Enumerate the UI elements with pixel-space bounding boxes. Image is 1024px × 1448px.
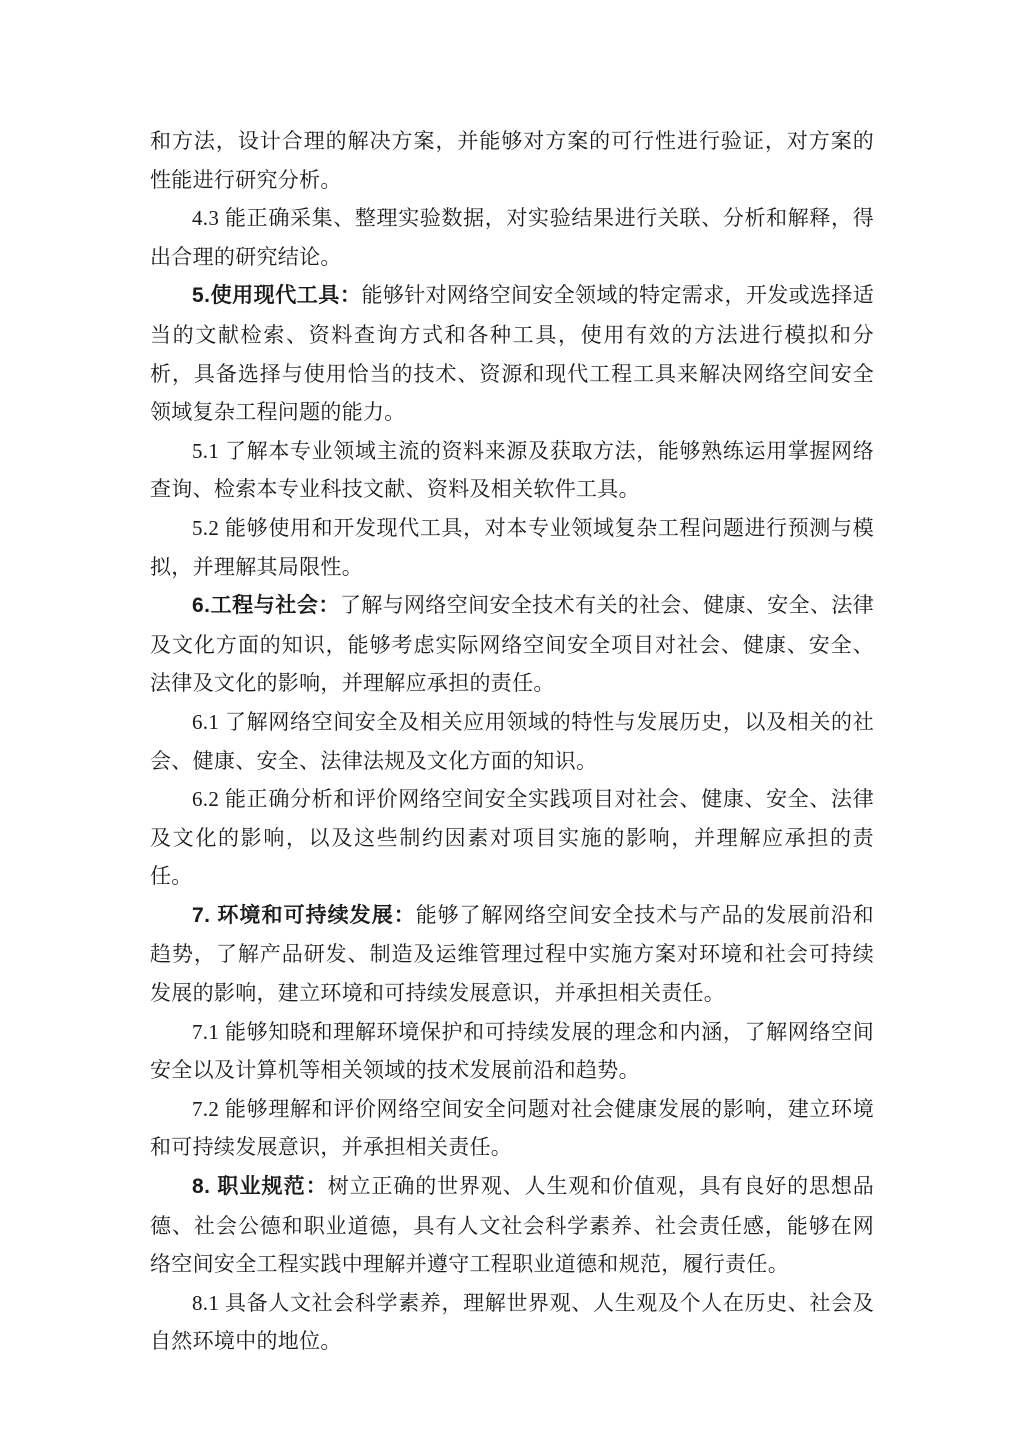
text-run: 了解与网络空间安全技术有关的社会、健康、安全、法律及文化方面的知识，能够考虑实际网络空间安全项目对社会、健康、安全、法律及文化的影响，并理解应承担的责任。 xyxy=(150,593,875,696)
text-run: 6.2 能正确分析和评价网络空间安全实践项目对社会、健康、安全、法律及文化的影响，以及这些制约因素对项目实施的影响，并理解应承担的责任。 xyxy=(150,787,874,889)
paragraph xyxy=(150,896,874,1013)
text-run: 5.2 能够使用和开发现代工具，对本专业领域复杂工程问题进行预测与模拟，并理解其局限性。 xyxy=(150,515,874,579)
paragraph xyxy=(150,122,874,199)
text-run: 7.1 能够知晓和理解环境保护和可持续发展的理念和内涵，了解网络空间安全以及计算机等相关领域的技术发展前沿和趋势。 xyxy=(150,1019,874,1083)
text-run: 4.3 能正确采集、整理实验数据，对实验结果进行关联、分析和解释，得出合理的研究结论。 xyxy=(150,206,874,269)
text-run: 8.1 具备人文社会科学素养，理解世界观、人生观及个人在历史、社会及自然环境中的地位。 xyxy=(150,1290,874,1354)
paragraph xyxy=(150,1090,874,1167)
section-heading-run: 7. 环境和可持续发展： xyxy=(192,903,416,927)
paragraph xyxy=(150,1013,874,1090)
paragraph xyxy=(150,1284,874,1361)
paragraph xyxy=(150,703,874,780)
paragraph xyxy=(150,432,874,509)
section-heading-run: 5.使用现代工具： xyxy=(192,284,362,308)
text-run: 能够了解网络空间安全技术与产品的发展前沿和趋势，了解产品研发、制造及运维管理过程中实施方案对环境和社会可持续发展的影响，建立环境和可持续发展意识，并承担相关责任。 xyxy=(150,902,874,1006)
document-body xyxy=(150,122,874,1361)
text-run: 5.1 了解本专业领域主流的资料来源及获取方法，能够熟练运用掌握网络查询、检索本专业科技文献、资料及相关软件工具。 xyxy=(150,438,874,502)
text-run: 能够针对网络空间安全领域的特定需求，开发或选择适当的文献检索、资料查询方式和各种工具，使用有效的方法进行模拟和分析，具备选择与使用恰当的技术、资源和现代工程工具来解决网络空间安全领域复杂工程问题的能力。 xyxy=(150,283,875,425)
paragraph xyxy=(150,586,874,703)
paragraph xyxy=(150,1167,874,1284)
paragraph xyxy=(150,199,874,276)
paragraph xyxy=(150,509,874,586)
text-run: 树立正确的世界观、人生观和价值观，具有良好的思想品德、社会公德和职业道德，具有人文社会科学素养、社会责任感，能够在网络空间安全工程实践中理解并遵守工程职业道德和规范，履行责任。 xyxy=(150,1174,874,1277)
text-run: 和方法，设计合理的解决方案，并能够对方案的可行性进行验证，对方案的性能进行研究分析。 xyxy=(150,129,874,192)
paragraph xyxy=(150,780,874,896)
section-heading-run: 8. 职业规范： xyxy=(192,1175,328,1199)
paragraph xyxy=(150,276,874,431)
text-run: 7.2 能够理解和评价网络空间安全问题对社会健康发展的影响，建立环境和可持续发展意识，并承担相关责任。 xyxy=(150,1096,874,1160)
text-run: 6.1 了解网络空间安全及相关应用领域的特性与发展历史，以及相关的社会、健康、安全、法律法规及文化方面的知识。 xyxy=(150,709,874,773)
section-heading-run: 6.工程与社会： xyxy=(192,594,340,618)
